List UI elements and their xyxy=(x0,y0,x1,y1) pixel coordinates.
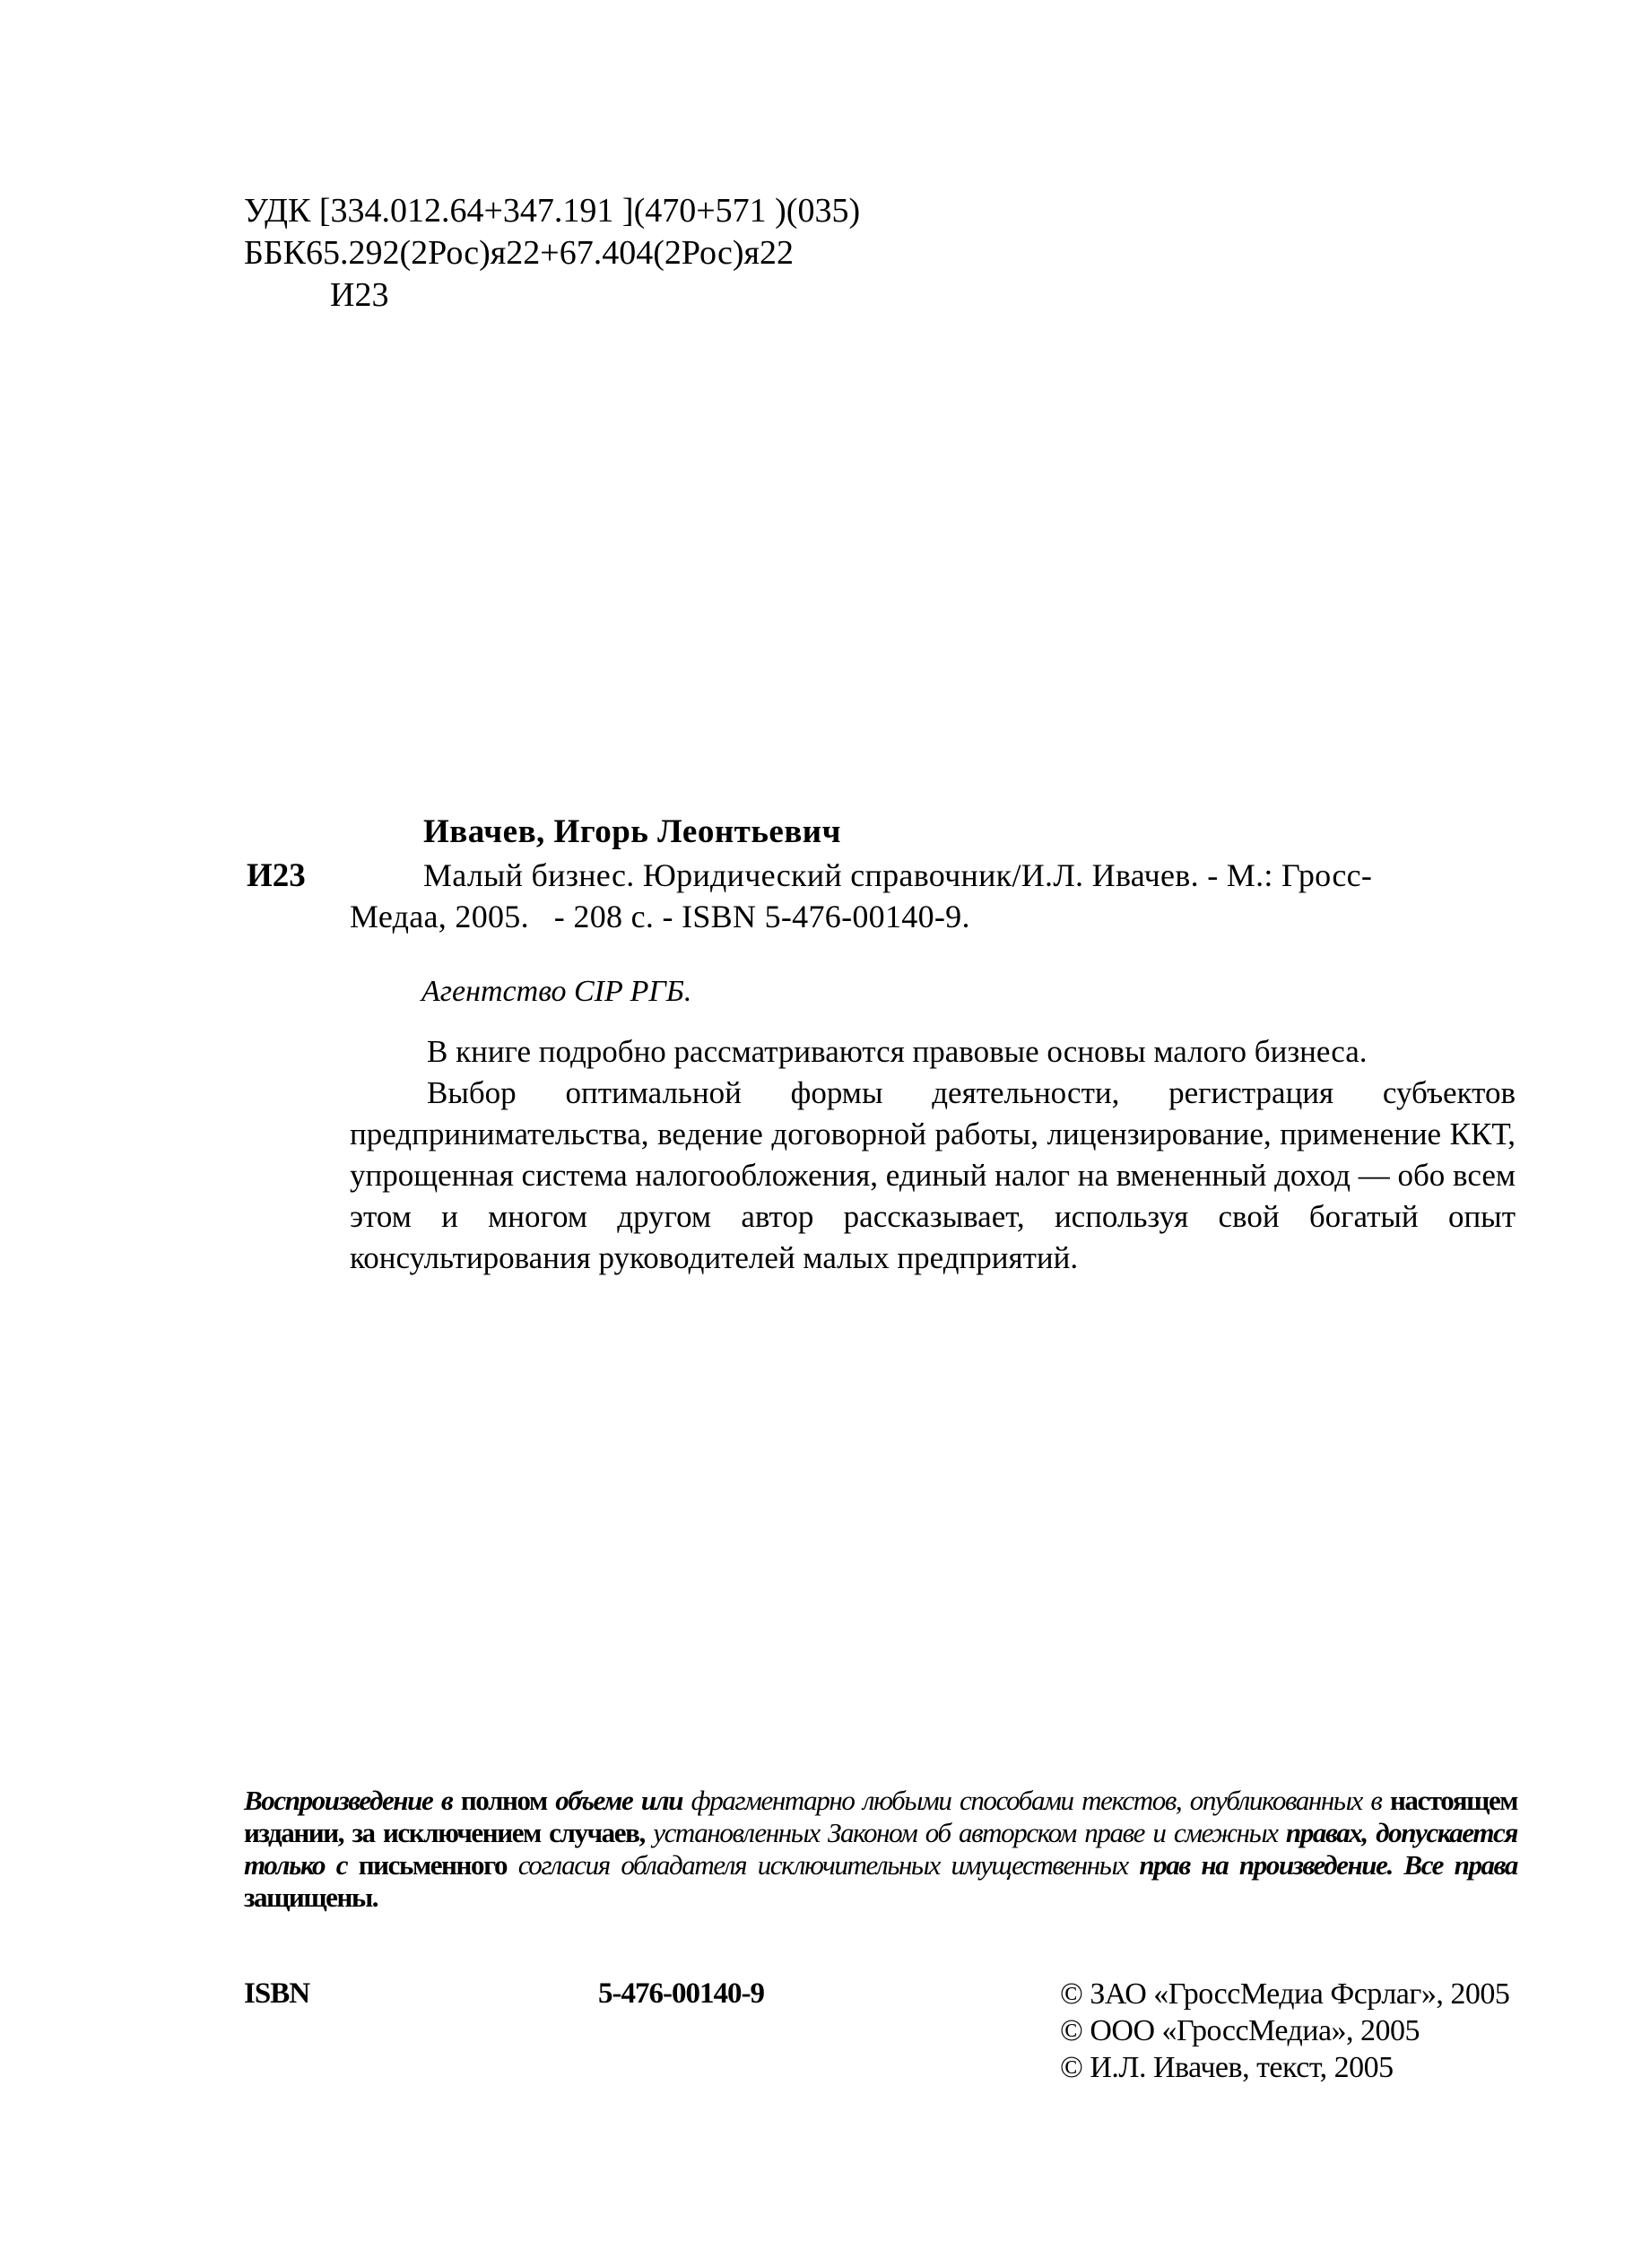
isbn-label: ISBN xyxy=(244,1977,310,2010)
rights-seg-6: установленных Законом об авторском праве и смежных xyxy=(644,1817,1286,1848)
rights-seg-7: правах, допускается только с xyxy=(244,1817,1517,1881)
bib-description-line1: Малый бизнес. Юридический справочник/И.Л. Ивачев. - М.: Гросс- xyxy=(423,857,1373,893)
rights-seg-4: фрагментарно любыми способами текстов, опубликованных в xyxy=(682,1785,1382,1816)
copyright-line-1: © ЗАО «ГроссМедиа Фсрлаг», 2005 xyxy=(1060,1977,1510,2011)
annotation-paragraph-2: Выбор оптимальной формы деятельности, регистрация субъектов предпринимательства, ведение договорной работы, лицензирование, применение ККТ, упрощенная система налогообложения, единый налог на вмененный доход — обо всем этом и многом другом автор рассказывает, используя свой богатый опыт консультирования руководителей малых предприятий. xyxy=(350,1075,1516,1275)
author-name: Ивачев, Игорь Леонтьевич xyxy=(423,813,841,850)
rights-notice xyxy=(244,1785,1517,1914)
rights-seg-3: объеме или xyxy=(555,1785,683,1816)
copyright-line-3: © И.Л. Ивачев, текст, 2005 xyxy=(1060,2051,1394,2084)
record-code: И23 xyxy=(247,857,306,894)
bib-description-line2: Медаа, 2005. - 208 с. - ISBN 5-476-00140-9. xyxy=(350,899,970,934)
bbk-line: ББК65.292(2Рос)я22+67.404(2Рос)я22 xyxy=(244,234,794,272)
classification-code: И23 xyxy=(330,276,389,314)
copyright-line-2: © ООО «ГроссМедиа», 2005 xyxy=(1060,2014,1420,2047)
annotation-paragraph-1: В книге подробно рассматриваются правовые основы малого бизнеса. xyxy=(427,1034,1368,1069)
rights-seg-5: настоящем издании, за исключением случаев, xyxy=(244,1785,1518,1848)
isbn-value: 5-476-00140-9 xyxy=(598,1977,764,2010)
cip-agency: Агентство CIP РГБ. xyxy=(421,975,692,1008)
udk-line: УДК [334.012.64+347.191 ](470+571 )(035) xyxy=(244,192,861,230)
rights-seg-9: согласия обладателя исключительных имущественных xyxy=(507,1849,1140,1881)
rights-seg-11: защищены. xyxy=(244,1881,378,1913)
rights-seg-8: письменного xyxy=(347,1849,508,1881)
rights-seg-1: Воспроизведение в xyxy=(244,1785,453,1816)
rights-seg-10: прав на произведение. Все права xyxy=(1139,1849,1517,1881)
rights-seg-2: полном xyxy=(452,1785,556,1816)
annotation xyxy=(350,1031,1516,1279)
